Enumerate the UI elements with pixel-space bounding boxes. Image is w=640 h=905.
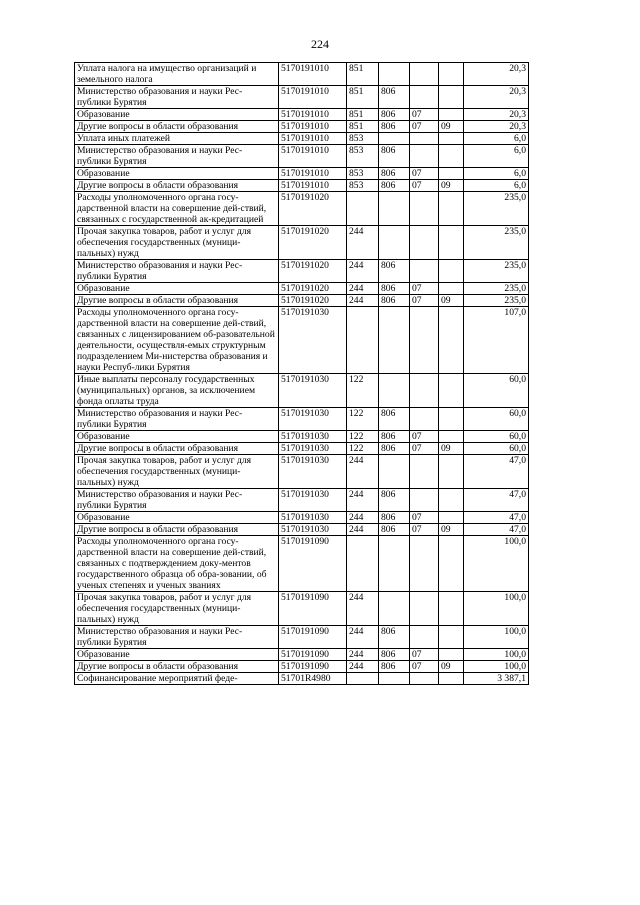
ministry-code-cell: 806 [379, 283, 410, 295]
amount-cell: 100,0 [464, 536, 529, 592]
ministry-code-cell: 806 [379, 180, 410, 192]
target-article-cell: 5170191030 [279, 489, 347, 512]
expense-type-cell: 244 [347, 649, 379, 661]
target-article-cell: 5170191020 [279, 295, 347, 307]
row-name-cell: Прочая закупка товаров, работ и услуг для обеспечения государственных (муници-пальных) нужд [75, 226, 279, 260]
ministry-code-cell [379, 673, 410, 685]
amount-cell: 6,0 [464, 180, 529, 192]
ministry-code-cell [379, 133, 410, 145]
target-article-cell: 5170191030 [279, 524, 347, 536]
ministry-code-cell: 806 [379, 295, 410, 307]
expense-type-cell [347, 307, 379, 374]
target-article-cell: 5170191020 [279, 192, 347, 226]
amount-cell: 6,0 [464, 145, 529, 168]
table-row [75, 63, 529, 86]
target-article-cell: 5170191010 [279, 86, 347, 109]
table-row [75, 431, 529, 443]
row-name-cell: Прочая закупка товаров, работ и услуг для обеспечения государственных (муници-пальных) нужд [75, 455, 279, 489]
row-name-cell: Образование [75, 283, 279, 295]
expense-type-cell [347, 673, 379, 685]
subsection-cell [439, 673, 464, 685]
expense-type-cell: 244 [347, 489, 379, 512]
table-row [75, 649, 529, 661]
section-cell [410, 408, 439, 431]
row-name-cell: Другие вопросы в области образования [75, 295, 279, 307]
target-article-cell: 5170191020 [279, 283, 347, 295]
subsection-cell [439, 307, 464, 374]
target-article-cell: 5170191010 [279, 133, 347, 145]
amount-cell: 20,3 [464, 109, 529, 121]
amount-cell: 3 387,1 [464, 673, 529, 685]
ministry-code-cell [379, 374, 410, 408]
row-name-cell: Другие вопросы в области образования [75, 443, 279, 455]
section-cell: 07 [410, 443, 439, 455]
target-article-cell: 5170191010 [279, 145, 347, 168]
row-name-cell: Уплата иных платежей [75, 133, 279, 145]
ministry-code-cell: 806 [379, 408, 410, 431]
section-cell [410, 133, 439, 145]
amount-cell: 47,0 [464, 524, 529, 536]
ministry-code-cell: 806 [379, 649, 410, 661]
table-row [75, 489, 529, 512]
expense-type-cell: 244 [347, 524, 379, 536]
subsection-cell [439, 283, 464, 295]
budget-table [74, 62, 529, 685]
subsection-cell [439, 63, 464, 86]
expense-type-cell: 244 [347, 661, 379, 673]
target-article-cell: 5170191030 [279, 443, 347, 455]
amount-cell: 235,0 [464, 260, 529, 283]
ministry-code-cell: 806 [379, 168, 410, 180]
subsection-cell: 09 [439, 524, 464, 536]
table-row [75, 192, 529, 226]
ministry-code-cell: 806 [379, 661, 410, 673]
table-row [75, 133, 529, 145]
table-body [75, 63, 529, 685]
ministry-code-cell [379, 592, 410, 626]
ministry-code-cell: 806 [379, 524, 410, 536]
table-row [75, 512, 529, 524]
section-cell: 07 [410, 431, 439, 443]
table-row [75, 374, 529, 408]
amount-cell: 20,3 [464, 121, 529, 133]
row-name-cell: Уплата налога на имущество организаций и земельного налога [75, 63, 279, 86]
subsection-cell [439, 626, 464, 649]
ministry-code-cell [379, 536, 410, 592]
amount-cell: 60,0 [464, 431, 529, 443]
table-row [75, 226, 529, 260]
row-name-cell: Министерство образования и науки Рес-публики Бурятия [75, 145, 279, 168]
target-article-cell: 51701R4980 [279, 673, 347, 685]
expense-type-cell: 244 [347, 592, 379, 626]
ministry-code-cell: 806 [379, 145, 410, 168]
row-name-cell: Расходы уполномоченного органа госу-дарственной власти на совершение дей-ствий, связанных с государственной ак-кредитацией [75, 192, 279, 226]
subsection-cell: 09 [439, 121, 464, 133]
ministry-code-cell: 806 [379, 489, 410, 512]
row-name-cell: Образование [75, 431, 279, 443]
section-cell: 07 [410, 295, 439, 307]
expense-type-cell: 851 [347, 63, 379, 86]
target-article-cell: 5170191090 [279, 592, 347, 626]
ministry-code-cell [379, 455, 410, 489]
subsection-cell [439, 374, 464, 408]
subsection-cell [439, 168, 464, 180]
row-name-cell: Прочая закупка товаров, работ и услуг для обеспечения государственных (муници-пальных) нужд [75, 592, 279, 626]
expense-type-cell: 244 [347, 295, 379, 307]
section-cell [410, 63, 439, 86]
amount-cell: 235,0 [464, 192, 529, 226]
row-name-cell: Образование [75, 109, 279, 121]
subsection-cell [439, 226, 464, 260]
section-cell: 07 [410, 524, 439, 536]
section-cell: 07 [410, 283, 439, 295]
table-row [75, 145, 529, 168]
section-cell: 07 [410, 180, 439, 192]
ministry-code-cell [379, 226, 410, 260]
subsection-cell [439, 408, 464, 431]
amount-cell: 20,3 [464, 86, 529, 109]
amount-cell: 100,0 [464, 649, 529, 661]
amount-cell: 100,0 [464, 592, 529, 626]
table-row [75, 86, 529, 109]
table-row [75, 592, 529, 626]
section-cell [410, 536, 439, 592]
amount-cell: 47,0 [464, 455, 529, 489]
table-row [75, 121, 529, 133]
target-article-cell: 5170191030 [279, 408, 347, 431]
amount-cell: 235,0 [464, 226, 529, 260]
row-name-cell: Министерство образования и науки Рес-публики Бурятия [75, 489, 279, 512]
expense-type-cell: 853 [347, 133, 379, 145]
target-article-cell: 5170191010 [279, 168, 347, 180]
row-name-cell: Министерство образования и науки Рес-публики Бурятия [75, 626, 279, 649]
section-cell: 07 [410, 512, 439, 524]
expense-type-cell: 853 [347, 145, 379, 168]
subsection-cell: 09 [439, 180, 464, 192]
section-cell [410, 226, 439, 260]
table-row [75, 295, 529, 307]
section-cell [410, 455, 439, 489]
target-article-cell: 5170191090 [279, 661, 347, 673]
subsection-cell [439, 133, 464, 145]
target-article-cell: 5170191030 [279, 431, 347, 443]
table-row [75, 260, 529, 283]
ministry-code-cell: 806 [379, 260, 410, 283]
amount-cell: 47,0 [464, 489, 529, 512]
table-row [75, 673, 529, 685]
target-article-cell: 5170191030 [279, 512, 347, 524]
target-article-cell: 5170191010 [279, 121, 347, 133]
expense-type-cell: 244 [347, 455, 379, 489]
table-row [75, 626, 529, 649]
expense-type-cell: 244 [347, 512, 379, 524]
target-article-cell: 5170191010 [279, 109, 347, 121]
amount-cell: 107,0 [464, 307, 529, 374]
target-article-cell: 5170191030 [279, 455, 347, 489]
section-cell [410, 592, 439, 626]
amount-cell: 100,0 [464, 626, 529, 649]
subsection-cell: 09 [439, 661, 464, 673]
table-row [75, 661, 529, 673]
ministry-code-cell: 806 [379, 86, 410, 109]
row-name-cell: Министерство образования и науки Рес-публики Бурятия [75, 86, 279, 109]
subsection-cell [439, 455, 464, 489]
row-name-cell: Расходы уполномоченного органа госу-дарственной власти на совершение дей-ствий, связанных с лицензированием об-разовательной деятельности, осуществля-емых структурным подразделением Ми-нистерства образования и науки Респуб-лики Бурятия [75, 307, 279, 374]
table-row [75, 307, 529, 374]
table-row [75, 180, 529, 192]
expense-type-cell: 244 [347, 626, 379, 649]
expense-type-cell: 122 [347, 443, 379, 455]
row-name-cell: Софинансирование мероприятий феде- [75, 673, 279, 685]
table-row [75, 455, 529, 489]
row-name-cell: Другие вопросы в области образования [75, 180, 279, 192]
amount-cell: 47,0 [464, 512, 529, 524]
row-name-cell: Образование [75, 168, 279, 180]
subsection-cell [439, 145, 464, 168]
subsection-cell [439, 86, 464, 109]
ministry-code-cell: 806 [379, 109, 410, 121]
target-article-cell: 5170191090 [279, 626, 347, 649]
table-row [75, 408, 529, 431]
expense-type-cell [347, 536, 379, 592]
ministry-code-cell: 806 [379, 626, 410, 649]
ministry-code-cell [379, 63, 410, 86]
target-article-cell: 5170191010 [279, 63, 347, 86]
section-cell: 07 [410, 109, 439, 121]
expense-type-cell: 122 [347, 431, 379, 443]
ministry-code-cell [379, 307, 410, 374]
subsection-cell [439, 536, 464, 592]
target-article-cell: 5170191090 [279, 649, 347, 661]
section-cell: 07 [410, 661, 439, 673]
section-cell [410, 374, 439, 408]
table-row [75, 536, 529, 592]
section-cell: 07 [410, 649, 439, 661]
subsection-cell [439, 489, 464, 512]
amount-cell: 60,0 [464, 408, 529, 431]
expense-type-cell: 851 [347, 121, 379, 133]
table-row [75, 109, 529, 121]
target-article-cell: 5170191030 [279, 374, 347, 408]
section-cell [410, 307, 439, 374]
subsection-cell [439, 260, 464, 283]
table-row [75, 168, 529, 180]
subsection-cell: 09 [439, 295, 464, 307]
expense-type-cell: 244 [347, 283, 379, 295]
expense-type-cell: 244 [347, 260, 379, 283]
amount-cell: 60,0 [464, 374, 529, 408]
amount-cell: 6,0 [464, 168, 529, 180]
subsection-cell [439, 592, 464, 626]
subsection-cell: 09 [439, 443, 464, 455]
amount-cell: 235,0 [464, 295, 529, 307]
row-name-cell: Министерство образования и науки Рес-публики Бурятия [75, 260, 279, 283]
row-name-cell: Образование [75, 512, 279, 524]
target-article-cell: 5170191090 [279, 536, 347, 592]
amount-cell: 235,0 [464, 283, 529, 295]
subsection-cell [439, 109, 464, 121]
amount-cell: 6,0 [464, 133, 529, 145]
section-cell: 07 [410, 168, 439, 180]
amount-cell: 20,3 [464, 63, 529, 86]
subsection-cell [439, 649, 464, 661]
ministry-code-cell: 806 [379, 443, 410, 455]
row-name-cell: Другие вопросы в области образования [75, 661, 279, 673]
expense-type-cell: 122 [347, 374, 379, 408]
row-name-cell: Образование [75, 649, 279, 661]
section-cell [410, 192, 439, 226]
page-number: 224 [311, 37, 329, 51]
ministry-code-cell: 806 [379, 431, 410, 443]
expense-type-cell: 244 [347, 226, 379, 260]
section-cell [410, 86, 439, 109]
row-name-cell: Расходы уполномоченного органа госу-дарственной власти на совершение дей-ствий, связанных с подтверждением доку-ментов государственного образца об обра-зовании, об ученых степенях и ученых званиях [75, 536, 279, 592]
target-article-cell: 5170191020 [279, 260, 347, 283]
target-article-cell: 5170191020 [279, 226, 347, 260]
ministry-code-cell: 806 [379, 121, 410, 133]
subsection-cell [439, 431, 464, 443]
ministry-code-cell [379, 192, 410, 226]
section-cell [410, 626, 439, 649]
table-row [75, 283, 529, 295]
subsection-cell [439, 192, 464, 226]
target-article-cell: 5170191030 [279, 307, 347, 374]
ministry-code-cell: 806 [379, 512, 410, 524]
row-name-cell: Министерство образования и науки Рес-публики Бурятия [75, 408, 279, 431]
amount-cell: 100,0 [464, 661, 529, 673]
row-name-cell: Другие вопросы в области образования [75, 121, 279, 133]
section-cell [410, 260, 439, 283]
amount-cell: 60,0 [464, 443, 529, 455]
table-row [75, 524, 529, 536]
section-cell [410, 145, 439, 168]
row-name-cell: Иные выплаты персоналу государственных (муниципальных) органов, за исключением фонда оплаты труда [75, 374, 279, 408]
expense-type-cell [347, 192, 379, 226]
expense-type-cell: 122 [347, 408, 379, 431]
target-article-cell: 5170191010 [279, 180, 347, 192]
expense-type-cell: 853 [347, 180, 379, 192]
expense-type-cell: 851 [347, 86, 379, 109]
subsection-cell [439, 512, 464, 524]
expense-type-cell: 851 [347, 109, 379, 121]
section-cell: 07 [410, 121, 439, 133]
table-row [75, 443, 529, 455]
expense-type-cell: 853 [347, 168, 379, 180]
row-name-cell: Другие вопросы в области образования [75, 524, 279, 536]
section-cell [410, 489, 439, 512]
section-cell [410, 673, 439, 685]
